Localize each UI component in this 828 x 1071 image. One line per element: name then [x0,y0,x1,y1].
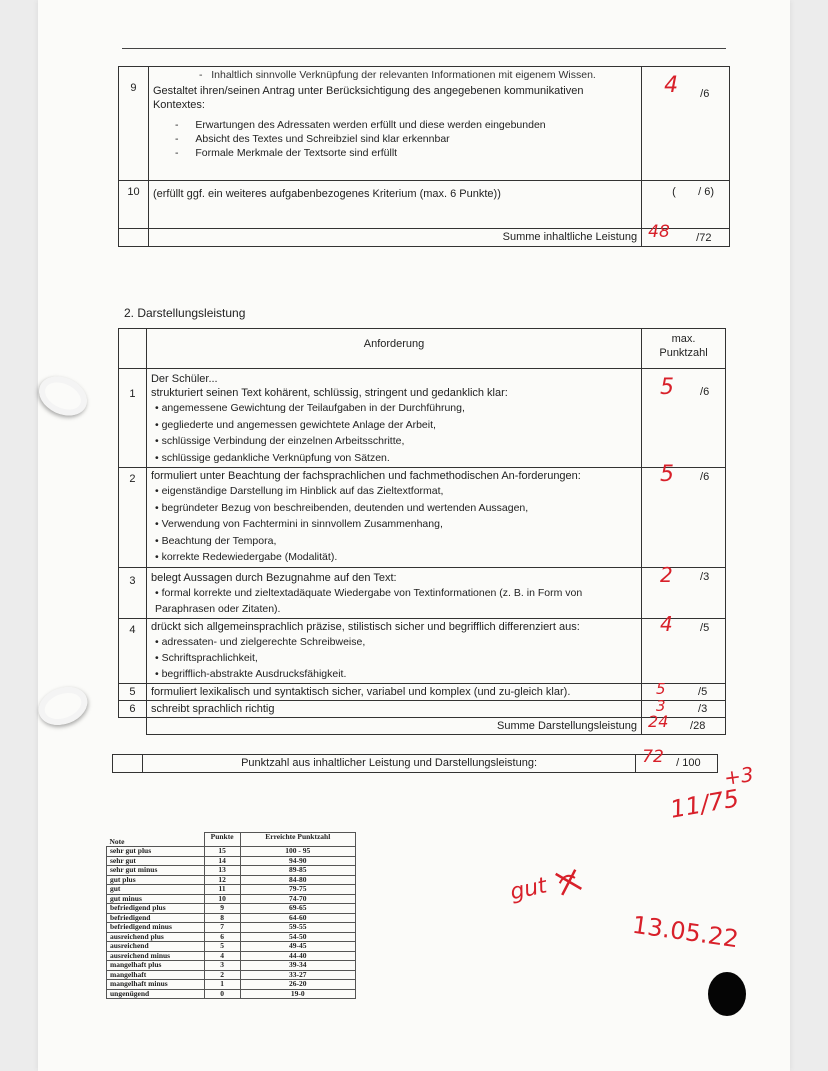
table-row [119,619,726,684]
table-row [107,923,356,933]
row-number: 4 [119,619,147,684]
grade-points: 3 [204,961,240,971]
row-number: 9 [119,67,149,181]
grade-points: 1 [204,980,240,990]
header-row [119,329,726,369]
row-number: 5 [119,684,147,701]
grade-label: mangelhaft plus [107,961,205,971]
row-number: 3 [119,568,147,619]
content-table [118,66,730,247]
total-max: / 100 [676,757,701,769]
header-row [107,833,356,847]
row-text: (erfüllt ggf. ein weiteres aufgabenbezogenes Kriterium (max. 6 Punkte)) [148,181,641,229]
grade-points: 11 [204,885,240,895]
table-row [107,942,356,952]
table-row [107,885,356,895]
grade-label: sehr gut minus [107,866,205,876]
list-item: • Verwendung von Fachtermini in sinnvollem Zusammenhang, [155,516,637,533]
grade-label: befriedigend [107,913,205,923]
row-text: schreibt sprachlich richtig [146,701,641,718]
awarded-score: 48 [648,222,670,242]
table-row [119,468,726,568]
grade-points: 0 [204,989,240,999]
list-item: • gegliederte und angemessen gewichtete Anlage der Arbeit, [155,417,637,434]
grade-points: 15 [204,847,240,857]
row-text: drückt sich allgemeinsprachlich präzise, stilistisch sicher und begrifflich differenziert aus: • adressaten- und zielgerechte Schreibweise, • Schriftsprachlichkeit, • begrifflich-abstrakte Ausdrucksfähigkeit. [146,619,641,684]
row-number: 2 [119,468,147,568]
table-row [107,961,356,971]
awarded-score: 4 [664,73,679,98]
grade-range: 54-50 [240,932,355,942]
max-score: /3 [698,703,708,715]
score-cell [642,712,726,735]
grade-range: 74-70 [240,894,355,904]
grade-label: gut plus [107,875,205,885]
header-anforderung: Anforderung [146,329,641,369]
sum-label: Summe inhaltliche Leistung [148,229,641,247]
awarded-score: 24 [648,712,669,731]
header-note: Note [107,833,205,847]
list-item: • Schriftsprachlichkeit, [155,650,637,666]
list-item: • schlüssige Verbindung der einzelnen Arbeitsschritte, [155,433,637,450]
sum-row [119,718,726,735]
points-annotation: 11/75 [668,784,742,824]
max-score: /28 [690,720,706,732]
grade-label: ungenügend [107,989,205,999]
awarded-score: 5 [660,375,675,400]
table-row [107,847,356,857]
redaction-mark [708,972,746,1016]
grade-points: 12 [204,875,240,885]
max-score: /6 [700,88,710,100]
grade-scale-table [106,832,356,999]
score-cell [642,67,730,181]
total-label: Punktzahl aus inhaltlicher Leistung und Darstellungsleistung: [142,755,635,773]
header-max: max. Punktzahl [642,329,726,369]
bonus-annotation: +3 [722,762,756,790]
row-text: belegt Aussagen durch Bezugnahme auf den Text: • formal korrekte und zieltextadäquate Wiedergabe von Textinformationen (z. B. in Form von Paraphrasen oder Zitaten). [146,568,641,619]
list-item: - Absicht des Textes und Schreibziel sind klar erkennbar [175,132,637,146]
list-item: - Formale Merkmale der Textsorte sind erfüllt [175,146,637,160]
grade-points: 14 [204,856,240,866]
max-score: /3 [700,571,710,583]
max-score: /6 [700,386,710,398]
date-annotation: 13.05.22 [630,910,741,954]
list-item: • adressaten- und zielgerechte Schreibweise, [155,634,637,650]
sum-row [119,229,730,247]
top-rule [122,48,726,49]
header-punkte: Punkte [204,833,240,847]
row-number: 6 [119,701,147,718]
awarded-score: 5 [660,462,675,487]
row-text: formuliert lexikalisch und syntaktisch sicher, variabel und komplex (und zu-gleich klar). [146,684,641,701]
grade-range: 39-34 [240,961,355,971]
table-row [119,369,726,468]
list-item: • schlüssige gedankliche Verknüpfung von Sätzen. [155,450,637,467]
grade-points: 2 [204,970,240,980]
presentation-table [118,328,726,735]
grade-range: 49-45 [240,942,355,952]
previous-line: Inhaltlich sinnvolle Verknüpfung der relevanten Informationen mit eigenem Wissen. [211,69,596,81]
max-score: /6 [700,471,710,483]
max-score: / 6) [698,186,715,198]
grade-range: 19-0 [240,989,355,999]
max-score: /72 [696,232,712,244]
max-score: /5 [698,686,708,698]
total-table [112,747,718,773]
grade-label: gut minus [107,894,205,904]
grade-range: 94-90 [240,856,355,866]
grade-points: 9 [204,904,240,914]
score-cell [642,612,726,684]
table-row [119,684,726,701]
grade-points: 7 [204,923,240,933]
table-row [107,989,356,999]
grade-label: mangelhaft minus [107,980,205,990]
row-text: Der Schüler... strukturiert seinen Text kohärent, schlüssig, stringent und gedanklich klar: • angemessene Gewichtung der Teilaufgaben in der Durchführung, • gegliederte und angemessen gewichtete Anlage der Arbeit, • schlüssige Verbindung der einzelnen Arbeitsschritte, • schlüssige gedankliche Verknüpfung von Sätzen. [146,369,641,468]
table-row [119,701,726,718]
grade-label: mangelhaft [107,970,205,980]
list-item: • eigenständige Darstellung im Hinblick auf das Zieltextformat, [155,483,637,500]
header-punktzahl: Erreichte Punktzahl [240,833,355,847]
grade-range: 64-60 [240,913,355,923]
table-row [107,980,356,990]
awarded-score: 3 [656,697,666,715]
sum-label: Summe Darstellungsleistung [146,718,641,735]
grade-label: ausreichend [107,942,205,952]
grade-label: sehr gut [107,856,205,866]
score-cell [642,563,726,619]
list-item: • formal korrekte und zieltextadäquate Wiedergabe von Textinformationen (z. B. in Form von Paraphrasen oder Zitaten). [155,585,637,617]
grade-points: 5 [204,942,240,952]
score-cell [642,369,726,468]
grade-label: befriedigend minus [107,923,205,933]
grade-range: 89-85 [240,866,355,876]
row-text: formuliert unter Beachtung der fachsprachlichen und fachmethodischen An-forderungen: • eigenständige Darstellung im Hinblick auf das Zieltextformat, • begründeter Bezug von beschreibenden, deutenden und wertenden Aussagen, • Verwendung von Fachtermini in sinnvollem Zusammenhang, • Beachtung der Tempora, • korrekte Redewiedergabe (Modalität). [146,468,641,568]
grade-points: 4 [204,951,240,961]
grade-label: ausreichend minus [107,951,205,961]
list-item: • Beachtung der Tempora, [155,533,637,550]
row-text: - Inhaltlich sinnvolle Verknüpfung der relevanten Informationen mit eigenem Wissen. Gestaltet ihren/seinen Antrag unter Berücksichtigung des angegebenen kommunikativen Kontextes: - Erwartungen des Adressaten werden erfüllt und diese werden eingebunden - Absicht des Textes und Schreibziel sind klar erkennbar - Formale Merkmale der Textsorte sind erfüllt [148,67,641,181]
criterion-text: Gestaltet ihren/seinen Antrag unter Berücksichtigung des angegebenen kommunikativen Kontextes: [152,85,584,111]
table-row [119,181,730,229]
grade-range: 79-75 [240,885,355,895]
awarded-score: 2 [660,563,673,587]
grade-points: 13 [204,866,240,876]
grade-range: 69-65 [240,904,355,914]
score-cell [642,680,726,701]
grade-label: sehr gut plus [107,847,205,857]
list-item: - Erwartungen des Adressaten werden erfüllt und diese werden eingebunden [175,118,637,132]
row-number: 1 [119,369,147,468]
table-row [119,67,730,181]
paren: ( [672,186,676,198]
max-score: /5 [700,622,710,634]
grade-points: 8 [204,913,240,923]
total-score: 72 [642,747,664,767]
awarded-score: 5 [656,680,666,698]
score-cell [642,462,726,568]
intro-text: Der Schüler... [150,373,218,385]
list-item: • begründeter Bezug von beschreibenden, deutenden und wertenden Aussagen, [155,500,637,517]
table-row [107,875,356,885]
grade-range: 33-27 [240,970,355,980]
grade-points: 10 [204,894,240,904]
list-item: • korrekte Redewiedergabe (Modalität). [155,549,637,566]
grade-label: befriedigend plus [107,904,205,914]
table-row [107,904,356,914]
grade-range: 100 - 95 [240,847,355,857]
list-item: • angemessene Gewichtung der Teilaufgaben in der Durchführung, [155,400,637,417]
row-number: 10 [119,181,149,229]
section-title: 2. Darstellungsleistung [124,306,246,320]
grade-label: ausreichend plus [107,932,205,942]
grade-range: 84-80 [240,875,355,885]
grade-label: gut [107,885,205,895]
awarded-score: 4 [660,612,673,636]
grade-annotation: gut [508,865,586,908]
grade-points: 6 [204,932,240,942]
list-item: • begrifflich-abstrakte Ausdrucksfähigkeit. [155,666,637,682]
table-row [119,568,726,619]
grade-range: 26-20 [240,980,355,990]
grade-range: 44-40 [240,951,355,961]
grade-range: 59-55 [240,923,355,933]
table-row [107,866,356,876]
score-cell [636,747,718,773]
score-cell [642,222,730,247]
